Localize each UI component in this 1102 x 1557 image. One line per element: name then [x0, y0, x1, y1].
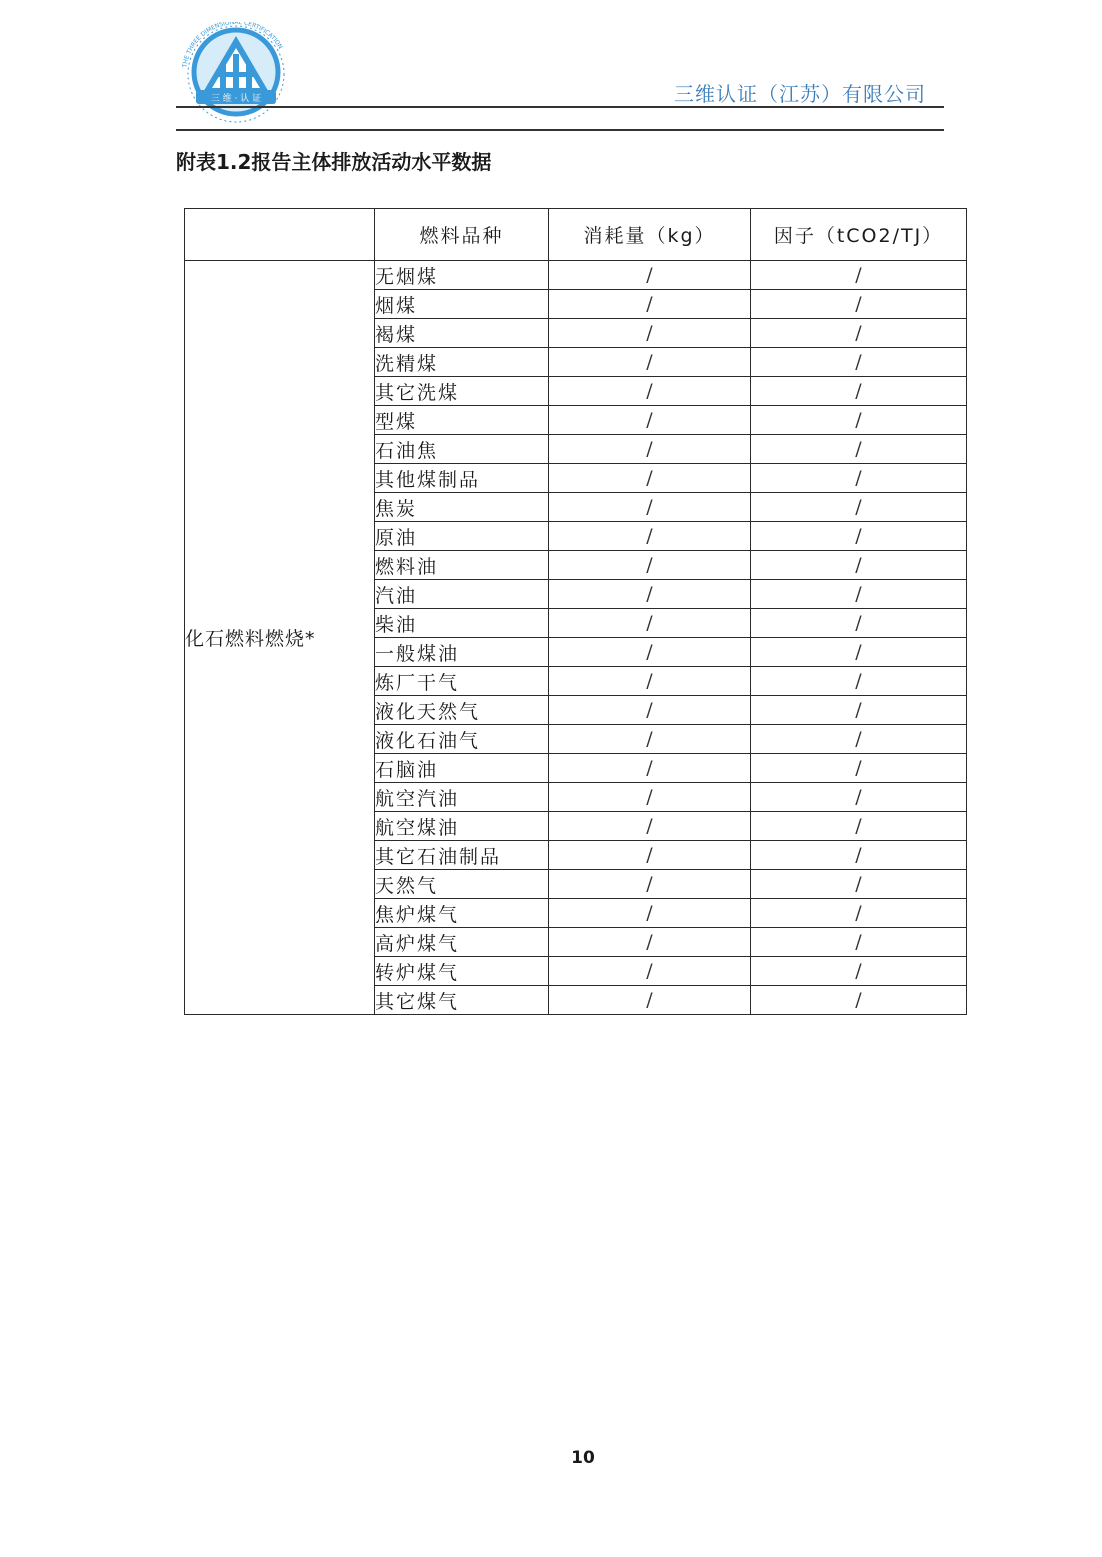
header-factor: 因子（tCO2/TJ） [751, 209, 967, 261]
consumption-cell: / [549, 522, 751, 551]
factor-cell: / [751, 493, 967, 522]
fuel-name-cell: 天然气 [375, 870, 549, 899]
header-rule-secondary [176, 129, 944, 131]
fuel-name-cell: 烟煤 [375, 290, 549, 319]
category-cell: 化石燃料燃烧* [185, 261, 375, 1015]
factor-cell: / [751, 377, 967, 406]
consumption-cell: / [549, 783, 751, 812]
factor-cell: / [751, 435, 967, 464]
consumption-cell: / [549, 580, 751, 609]
factor-cell: / [751, 319, 967, 348]
table-row [185, 261, 967, 290]
consumption-cell: / [549, 348, 751, 377]
factor-cell: / [751, 986, 967, 1015]
factor-cell: / [751, 609, 967, 638]
fuel-name-cell: 焦炭 [375, 493, 549, 522]
consumption-cell: / [549, 464, 751, 493]
consumption-cell: / [549, 899, 751, 928]
table-title: 附表1.2报告主体排放活动水平数据 [176, 150, 492, 174]
consumption-cell: / [549, 667, 751, 696]
consumption-cell: / [549, 725, 751, 754]
consumption-cell: / [549, 986, 751, 1015]
fuel-name-cell: 其它煤气 [375, 986, 549, 1015]
fuel-name-cell: 液化天然气 [375, 696, 549, 725]
factor-cell: / [751, 667, 967, 696]
factor-cell: / [751, 464, 967, 493]
factor-cell: / [751, 348, 967, 377]
page-number: 10 [571, 1448, 595, 1468]
fuel-name-cell: 炼厂干气 [375, 667, 549, 696]
header-blank [185, 209, 375, 261]
consumption-cell: / [549, 377, 751, 406]
factor-cell: / [751, 522, 967, 551]
company-logo [172, 22, 296, 128]
fuel-name-cell: 柴油 [375, 609, 549, 638]
header-fuel-type: 燃料品种 [375, 209, 549, 261]
consumption-cell: / [549, 812, 751, 841]
consumption-cell: / [549, 609, 751, 638]
factor-cell: / [751, 783, 967, 812]
consumption-cell: / [549, 290, 751, 319]
factor-cell: / [751, 725, 967, 754]
fuel-name-cell: 其它石油制品 [375, 841, 549, 870]
header-consumption: 消耗量（kg） [549, 209, 751, 261]
consumption-cell: / [549, 261, 751, 290]
fuel-name-cell: 洗精煤 [375, 348, 549, 377]
fuel-name-cell: 转炉煤气 [375, 957, 549, 986]
factor-cell: / [751, 696, 967, 725]
fuel-name-cell: 型煤 [375, 406, 549, 435]
factor-cell: / [751, 638, 967, 667]
factor-cell: / [751, 899, 967, 928]
header-rule [176, 106, 944, 108]
factor-cell: / [751, 754, 967, 783]
logo-emblem-icon [172, 22, 296, 128]
logo-text: 三 维 · 认 证 [210, 94, 262, 104]
consumption-cell: / [549, 638, 751, 667]
fuel-name-cell: 航空汽油 [375, 783, 549, 812]
fuel-name-cell: 其他煤制品 [375, 464, 549, 493]
consumption-cell: / [549, 551, 751, 580]
emission-activity-table [184, 208, 967, 1015]
consumption-cell: / [549, 841, 751, 870]
factor-cell: / [751, 928, 967, 957]
factor-cell: / [751, 406, 967, 435]
factor-cell: / [751, 551, 967, 580]
fuel-name-cell: 汽油 [375, 580, 549, 609]
fuel-name-cell: 液化石油气 [375, 725, 549, 754]
factor-cell: / [751, 870, 967, 899]
fuel-name-cell: 高炉煤气 [375, 928, 549, 957]
fuel-name-cell: 其它洗煤 [375, 377, 549, 406]
factor-cell: / [751, 812, 967, 841]
logo-ring-text: THE THREE DIMENSIONAL CERTIFICATION [181, 22, 284, 69]
fuel-name-cell: 燃料油 [375, 551, 549, 580]
factor-cell: / [751, 290, 967, 319]
consumption-cell: / [549, 435, 751, 464]
table-header-row [185, 209, 967, 261]
consumption-cell: / [549, 319, 751, 348]
consumption-cell: / [549, 754, 751, 783]
consumption-cell: / [549, 928, 751, 957]
consumption-cell: / [549, 406, 751, 435]
fuel-name-cell: 焦炉煤气 [375, 899, 549, 928]
fuel-name-cell: 石脑油 [375, 754, 549, 783]
fuel-name-cell: 一般煤油 [375, 638, 549, 667]
consumption-cell: / [549, 493, 751, 522]
consumption-cell: / [549, 870, 751, 899]
fuel-name-cell: 石油焦 [375, 435, 549, 464]
factor-cell: / [751, 580, 967, 609]
factor-cell: / [751, 957, 967, 986]
fuel-name-cell: 无烟煤 [375, 261, 549, 290]
company-name: 三维认证（江苏）有限公司 [674, 82, 926, 106]
fuel-name-cell: 原油 [375, 522, 549, 551]
consumption-cell: / [549, 696, 751, 725]
consumption-cell: / [549, 957, 751, 986]
factor-cell: / [751, 841, 967, 870]
fuel-name-cell: 褐煤 [375, 319, 549, 348]
fuel-name-cell: 航空煤油 [375, 812, 549, 841]
factor-cell: / [751, 261, 967, 290]
